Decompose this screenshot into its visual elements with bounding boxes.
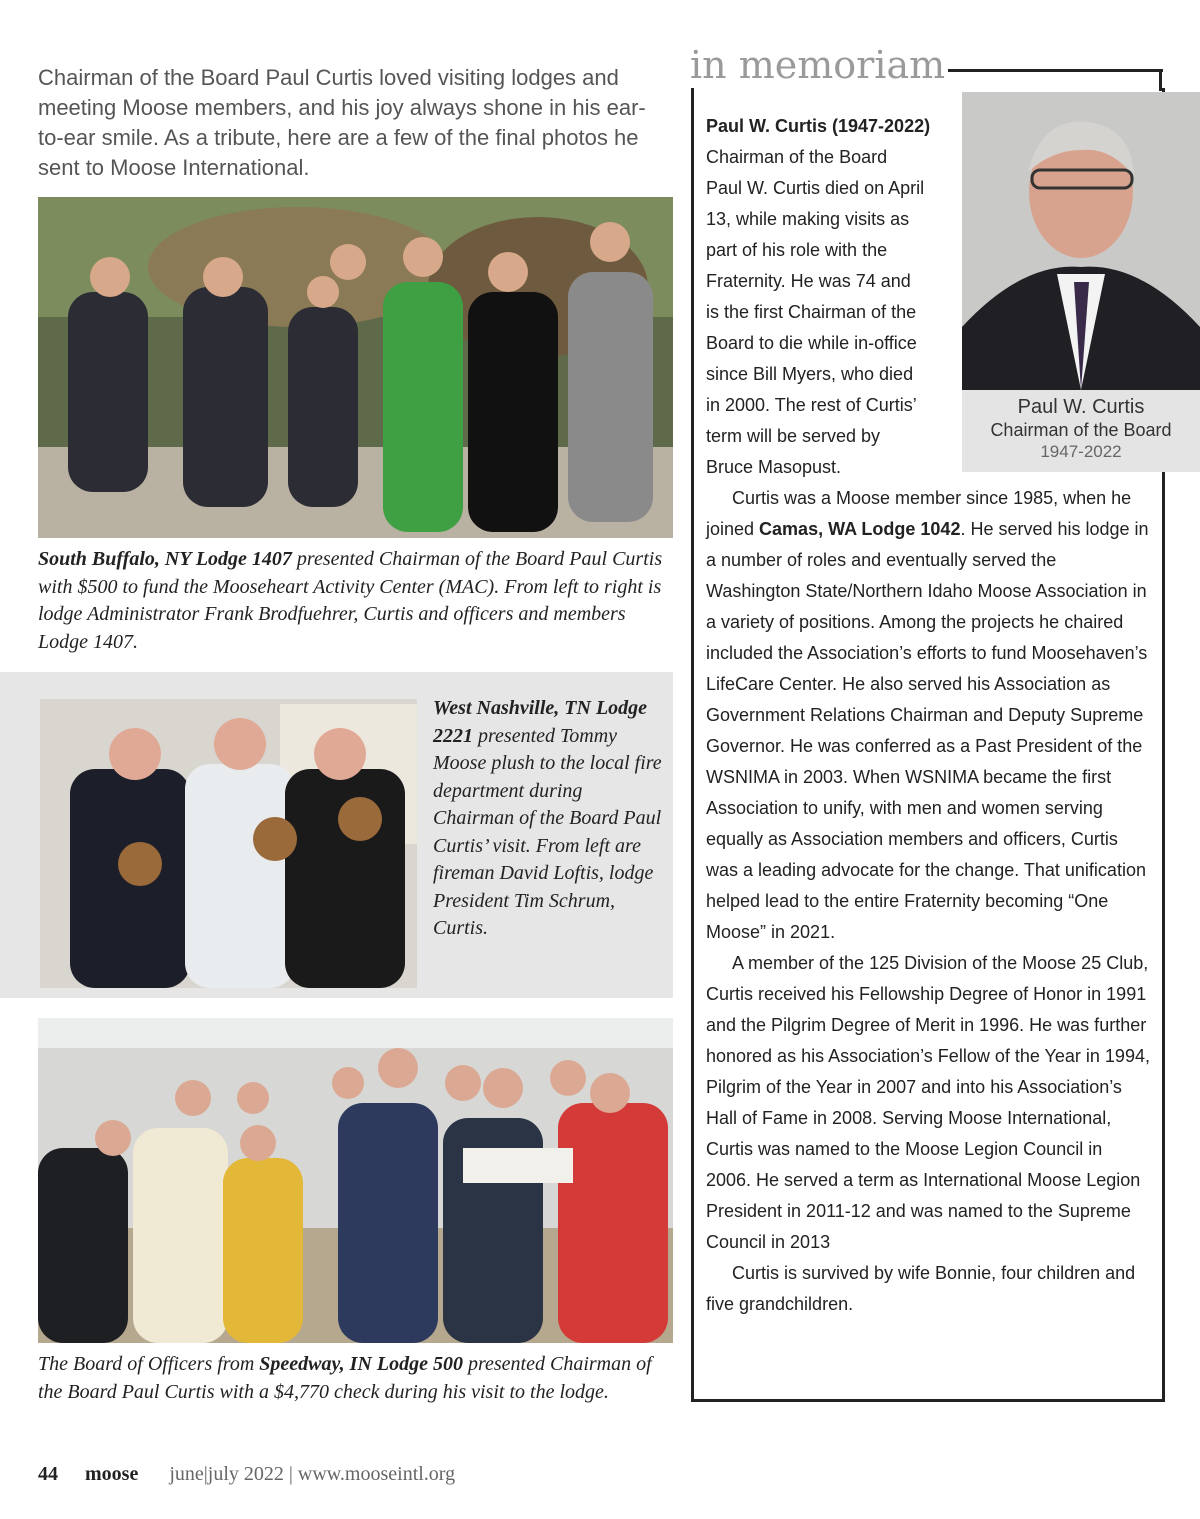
- speedway-caption: The Board of Officers from Speedway, IN Lodge 500 presented Chairman of the Board Paul Curtis with a $4,770 check during his visit to the lodge.: [38, 1353, 652, 1403]
- bio-line: since Bill Myers, who died: [706, 364, 914, 384]
- bio-paragraph-3: A member of the 125 Division of the Moose 25 Club, Curtis received his Fellowship Degree of Honor in 1991 and the Pilgrim Degree of Merit in 1996. He was further honored as his Association’s Fellow of the Year in 1994, Pilgrim of the Year in 2007 and into his Association’s Hall of Fame in 2008. Serving Moose International, Curtis was named to the Moose Legion Council in 2006. He served a term as International Moose Legion President in 2011-12 and was named to the Supreme Council in 2013: [706, 953, 1150, 1252]
- bio-paragraph-4: Curtis is survived by wife Bonnie, four children and five grandchildren.: [706, 1263, 1136, 1314]
- bio-line: part of his role with the: [706, 240, 888, 260]
- bio-line: in 2000. The rest of Curtis’: [706, 395, 917, 415]
- bio-line: Board to die while in-office: [706, 333, 917, 353]
- paul-curtis-portrait: [962, 92, 1200, 390]
- south-buffalo-caption: South Buffalo, NY Lodge 1407 presented Chairman of the Board Paul Curtis with $500 to fund the Mooseheart Activity Center (MAC). From left to right is lodge Administrator Frank Brodfuehrer, Curtis and officers and members Lodge 1407.: [38, 548, 663, 653]
- bio-line: Fraternity. He was 74 and: [706, 271, 911, 291]
- heading-rule: [948, 69, 1163, 72]
- portrait-years: 1947-2022: [1040, 442, 1122, 461]
- portrait-role: Chairman of the Board: [990, 420, 1172, 440]
- bio-title: Paul W. Curtis (1947-2022): [706, 116, 931, 136]
- magazine-name: moose: [85, 1463, 139, 1485]
- portrait-caption: [962, 390, 1200, 472]
- bio-intro: [706, 111, 956, 483]
- intro-paragraph: Chairman of the Board Paul Curtis loved visiting lodges and meeting Moose members, and his joy always shone in his ear-to-ear smile. As a tribute, here are a few of the final photos he sent to Moose International.: [38, 65, 646, 180]
- bio-line: Bruce Masopust.: [706, 457, 842, 477]
- south-buffalo-lodge-photo: [38, 197, 673, 538]
- bio-line: Paul W. Curtis died on April: [706, 178, 925, 198]
- in-memoriam-heading: in memoriam: [690, 43, 946, 87]
- bio-line: 13, while making visits as: [706, 209, 910, 229]
- bio-body: [706, 483, 1152, 1320]
- page-number: 44: [38, 1463, 58, 1485]
- bio-line: term will be served by: [706, 426, 881, 446]
- west-nashville-caption: West Nashville, TN Lodge 2221 presented Tommy Moose plush to the local fire department during Chairman of the Board Paul Curtis’ visit. From left are fireman David Loftis, lodge President Tim Schrum, Curtis.: [433, 697, 662, 939]
- bio-role: Chairman of the Board: [706, 147, 888, 167]
- bio-line: is the first Chairman of the: [706, 302, 917, 322]
- speedway-lodge-photo: [38, 1018, 673, 1343]
- west-nashville-lodge-photo: [40, 699, 417, 988]
- issue-and-url: june|july 2022 | www.mooseintl.org: [169, 1463, 456, 1485]
- portrait-name: Paul W. Curtis: [1017, 396, 1145, 418]
- bio-paragraph-2: Curtis was a Moose member since 1985, when he joined Camas, WA Lodge 1042. He served his lodge in a number of roles and eventually served the Washington State/Northern Idaho Moose Association in a variety of positions. Among the projects he chaired included the Association’s efforts to fund Moosehaven’s LifeCare Center. He also served his Association as Government Relations Chairman and Deputy Supreme Governor. He was conferred as a Past President of the WSNIMA in 2003. When WSNIMA became the first Association to unify, with men and women serving equally as Association members and officers, Curtis was a leading advocate for the change. That unification helped lead to the entire Fraternity becoming “One Moose” in 2021.: [706, 488, 1149, 942]
- page-footer: [38, 1463, 455, 1486]
